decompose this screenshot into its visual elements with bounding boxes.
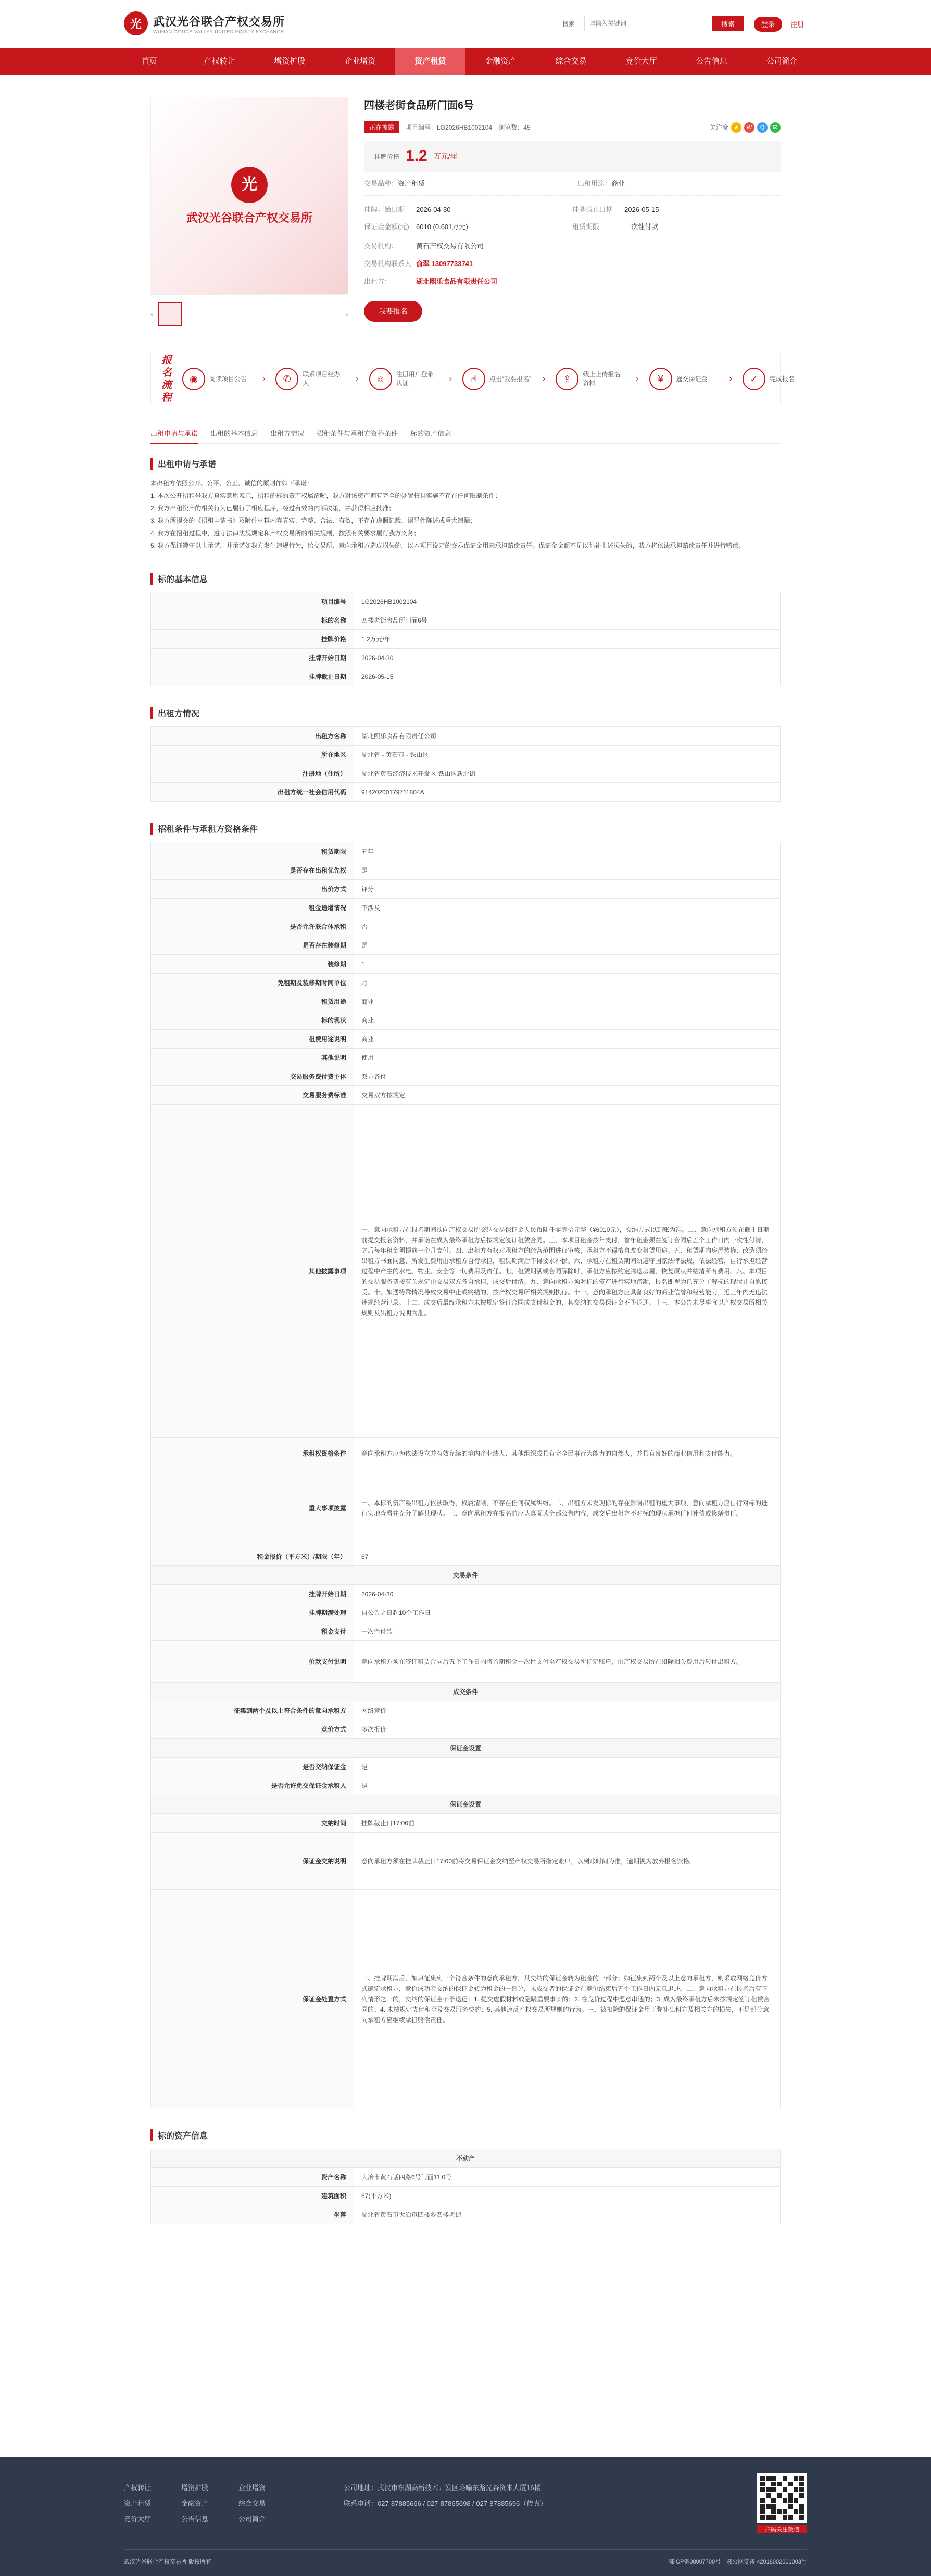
nav-item-lease[interactable]: 资产租赁 <box>395 48 466 75</box>
table-row <box>151 1720 781 1739</box>
asset-section <box>150 2129 781 2224</box>
subheader-label: 保证金设置 <box>151 1795 781 1814</box>
click-icon: ☝ <box>462 368 485 390</box>
row-key: 租赁用途 <box>151 992 354 1011</box>
table-subheader <box>151 2149 781 2168</box>
table-row <box>151 861 781 880</box>
row-value: 四楼老街食品所门面6号 <box>354 611 781 630</box>
table-row <box>151 1776 781 1795</box>
type-label: 交易品种： <box>364 180 398 187</box>
footer-links <box>124 2480 296 2527</box>
step-label: 注册用户登录认证 <box>396 371 434 387</box>
qr-caption: 扫码关注微信 <box>757 2525 807 2533</box>
row-key: 价款支付说明 <box>151 1641 354 1683</box>
table-row <box>151 1833 781 1890</box>
star-icon[interactable]: ★ <box>731 122 741 133</box>
row-value: 多次报价 <box>354 1720 781 1739</box>
row-key: 免租期及装修期时间单位 <box>151 974 354 992</box>
contact-label: 交易机构联系人 <box>364 260 412 268</box>
notice-paragraph: 本出租方依照公开、公平、公正、诚信的原则作如下承诺： <box>150 479 313 487</box>
table-row <box>151 1438 781 1469</box>
logo-mark: 光 <box>124 11 148 35</box>
table-row <box>151 1758 781 1776</box>
phone-icon: ✆ <box>275 368 298 390</box>
row-value: 意向承租方应为依法设立并有效存续的境内企业法人、其他组织或具有完全民事行为能力的自然人，并具有良好的商业信用和支付能力。 <box>354 1438 781 1469</box>
project-info <box>364 97 781 326</box>
price-value: 1.2 <box>406 147 427 165</box>
row-value: 一、意向承租方在报名期间须向产权交易所交纳交易保证金人民币陆仟零壹拾元整（¥6010元），交纳方式以到账为准。二、意向承租方须在截止日期前提交报名资料，并承诺在成为最终承租方后按规定签订租赁合同。三、本项目租金按年支付，首年租金须在签订合同后五个工作日内一次性付清，之后每年租金须提前一个月支付。四、出租方有权对承租方的经营范围进行审核，承租方不得擅自改变租赁用途。五、租赁期内房屋装修、改造须经出租方书面同意，所发生费用由承租方自行承担，租赁期满后不得要求补偿。六、承租方在租赁期间须遵守国家法律法规，依法经营，自行承担经营过程中产生的水电、物业、安全等一切费用及责任。七、租赁期满或合同解除时，承租方应按约定腾退房屋，恢复原状并结清所有费用。八、本项目的交易服务费按有关规定由交易双方各自承担，成交后付清。九、意向承租方须对标的资产进行实地踏勘，报名即视为已充分了解标的现状并自愿接受。十、如遇特殊情况导致交易中止或终结的，按产权交易所相关规则执行。十一、意向承租方应具备良好的商业信誉和经营能力，近三年内无违法违规经营记录。十二、成交后最终承租方未按规定签订合同或支付租金的，其交纳的交易保证金不予退还。十三、本公告未尽事宜以产权交易所相关规则及出租方说明为准。 <box>354 1105 781 1438</box>
table-row <box>151 992 781 1011</box>
tab-basic-info[interactable]: 出租的基本信息 <box>210 430 258 437</box>
row-key: 装修期 <box>151 955 354 974</box>
row-key: 所在地区 <box>151 746 354 764</box>
register-button[interactable]: 注册 <box>790 21 804 29</box>
type-value: 资产租赁 <box>398 180 425 187</box>
lessor-section <box>150 707 781 802</box>
row-key: 承租权资格条件 <box>151 1438 354 1469</box>
row-value: 1 <box>354 955 781 974</box>
row-key: 资产名称 <box>151 2168 354 2187</box>
row-key: 出租方名称 <box>151 727 354 746</box>
apply-button[interactable]: 我要报名 <box>364 301 422 322</box>
row-key: 挂牌开始日期 <box>151 1585 354 1603</box>
step-label: 完成报名 <box>769 375 795 383</box>
search-input[interactable] <box>584 16 709 31</box>
conditions-table <box>150 842 781 2108</box>
main-nav <box>0 48 931 75</box>
detail-tabs <box>150 423 781 444</box>
footer-link[interactable]: 企业增资 <box>238 2484 266 2492</box>
nav-item-auction[interactable]: 竞价大厅 <box>625 57 657 66</box>
site-name-en: WUHAN OPTICS VALLEY UNITED EQUITY EXCHANGE <box>153 29 284 34</box>
tab-conditions[interactable]: 招租条件与承租方资格条件 <box>317 430 398 437</box>
footer-bottom <box>124 2549 807 2566</box>
row-value: 是 <box>354 936 781 955</box>
start-value: 2026-04-30 <box>416 206 451 213</box>
login-button[interactable]: 登录 <box>754 17 782 32</box>
table-row <box>151 1049 781 1067</box>
row-value: 否 <box>354 917 781 936</box>
table-subheader <box>151 1739 781 1758</box>
row-key: 坐落 <box>151 2205 354 2224</box>
table-row <box>151 649 781 667</box>
watermark-logo: 光 <box>231 167 268 203</box>
section-title: 招租条件与承租方资格条件 <box>150 823 781 835</box>
watermark-text: 武汉光谷联合产权交易所 <box>186 211 312 224</box>
row-value: 评分 <box>354 880 781 899</box>
row-key: 租金支付 <box>151 1622 354 1641</box>
table-row <box>151 1603 781 1622</box>
asset-table <box>150 2149 781 2224</box>
table-row <box>151 630 781 649</box>
nav-item-notice[interactable]: 公告信息 <box>696 57 727 66</box>
table-row <box>151 746 781 764</box>
row-value: 2026-05-15 <box>354 667 781 686</box>
row-key: 标的名称 <box>151 611 354 630</box>
footer-link[interactable]: 公告信息 <box>181 2515 209 2523</box>
process-step <box>649 368 719 390</box>
project-image <box>150 97 348 295</box>
nav-item-home[interactable]: 首页 <box>141 57 157 66</box>
row-value: 不涉及 <box>354 899 781 917</box>
row-value: 91420200179711804A <box>354 783 781 802</box>
section-title: 标的基本信息 <box>150 573 781 585</box>
project-title: 四楼老街食品所门面6号 <box>364 100 474 111</box>
row-value: 湖北省黄石经济技术开发区 铁山区新北街 <box>354 764 781 783</box>
table-row <box>151 1814 781 1833</box>
row-key: 项目编号 <box>151 592 354 611</box>
nav-item-capital[interactable]: 增资扩股 <box>274 57 306 66</box>
nav-item-transfer[interactable]: 产权转让 <box>204 57 235 66</box>
table-row <box>151 880 781 899</box>
row-key: 是否存在装修期 <box>151 936 354 955</box>
section-title: 标的资产信息 <box>150 2129 781 2141</box>
row-value: 一、挂牌期满后，如只征集到一个符合条件的意向承租方，其交纳的保证金转为租金的一部分；如征集到两个及以上意向承租方，则采取网络竞价方式确定承租方，竞价成功者交纳的保证金转为租金的一部分，未成交者的保证金在竞价结束后五个工作日内无息退还。二、意向承租方在报名后有下列情形之一的，交纳的保证金不予退还：1. 提交虚假材料或隐瞒重要事实的；2. 在竞价过程中恶意串通的；3. 成为最终承租方后未按规定签订租赁合同的；4. 未按规定支付租金及交易服务费的；5. 其他违反产权交易所规则的行为。三、被扣除的保证金用于弥补出租方及相关方的损失，不足部分意向承租方应继续承担赔偿责任。 <box>354 1890 781 2108</box>
row-key: 保证金处置方式 <box>151 1890 354 2108</box>
process-step <box>275 368 345 390</box>
row-key: 出租方统一社会信用代码 <box>151 783 354 802</box>
qr-code-icon <box>757 2473 807 2523</box>
table-row <box>151 1105 781 1438</box>
status-badge: 正在披露 <box>364 121 399 133</box>
step-label: 线上上传报名资料 <box>583 371 621 387</box>
row-value: 商业 <box>354 1030 781 1049</box>
row-key: 是否允许免交保证金承租人 <box>151 1776 354 1795</box>
table-row <box>151 1067 781 1086</box>
arrow-icon: › <box>356 374 359 383</box>
row-value: 2026-04-30 <box>354 649 781 667</box>
table-row <box>151 727 781 746</box>
table-row <box>151 1011 781 1030</box>
period-label: 租赁期限 <box>572 223 600 231</box>
org-label: 交易机构： <box>364 242 398 250</box>
subheader-label: 交易条件 <box>151 1566 781 1585</box>
notice-paragraph: 2. 我方出租资产的相关行为已履行了相应程序，经过有效的内部决策，并获得相应批准； <box>150 504 395 512</box>
check-icon: ✓ <box>743 368 765 390</box>
footer-contact <box>344 2480 547 2511</box>
table-row <box>151 1890 781 2108</box>
row-value: 网络竞价 <box>354 1701 781 1720</box>
step-label: 联系项目经办人 <box>303 371 341 387</box>
lessor-value[interactable]: 湖北熙乐食品有限责任公司 <box>416 277 498 285</box>
row-key: 挂牌价格 <box>151 630 354 649</box>
process-step <box>556 368 625 390</box>
process-title: 报名流程 <box>161 355 172 403</box>
share-bar <box>710 122 781 133</box>
row-key: 租金报价（平方米）/期限（年） <box>151 1547 354 1566</box>
upload-icon: ⇪ <box>556 368 578 390</box>
row-value: 是 <box>354 1776 781 1795</box>
footer-link[interactable]: 产权转让 <box>124 2484 152 2492</box>
row-value: 是 <box>354 861 781 880</box>
table-row <box>151 1701 781 1720</box>
row-key: 挂牌截止日期 <box>151 667 354 686</box>
arrow-icon: › <box>542 374 546 383</box>
contact-value: 俞翠 13097733741 <box>416 260 473 268</box>
row-key: 注册地（住所） <box>151 764 354 783</box>
site-logo[interactable] <box>124 11 285 35</box>
row-value: 大冶市黄石话四路6号门面11.0号 <box>354 2168 781 2187</box>
table-row <box>151 1030 781 1049</box>
table-subheader <box>151 1683 781 1701</box>
wechat-icon[interactable]: ✉ <box>770 122 781 133</box>
views-label: 浏览数： <box>498 124 524 131</box>
process-step <box>743 368 812 390</box>
row-key: 保证金交纳说明 <box>151 1833 354 1890</box>
row-key: 其他说明 <box>151 1049 354 1067</box>
section-title: 出租申请与承诺 <box>150 458 781 470</box>
row-value: 湖北熙乐食品有限责任公司 <box>354 727 781 746</box>
project-code: LG2026HB1002104 <box>437 124 493 131</box>
start-label: 挂牌开始日期 <box>364 206 405 213</box>
listing-details <box>364 204 781 231</box>
conditions-section <box>150 823 781 2108</box>
site-name: 武汉光谷联合产权交易所 <box>153 15 285 28</box>
money-icon: ¥ <box>649 368 672 390</box>
process-bar <box>150 353 795 405</box>
notice-paragraph: 1. 本次公开招租是我方真实意愿表示，招租的标的资产权属清晰，我方对该资产拥有完全的处置权且实施不存在任何限制条件； <box>150 492 501 499</box>
row-key: 是否允许联合体承租 <box>151 917 354 936</box>
table-row <box>151 1547 781 1566</box>
row-value: LG2026HB1002104 <box>354 592 781 611</box>
end-value: 2026-05-15 <box>624 206 659 213</box>
image-gallery <box>150 97 348 326</box>
row-value: 交易双方按规定 <box>354 1086 781 1105</box>
row-key: 租赁期限 <box>151 842 354 861</box>
arrow-icon: › <box>636 374 639 383</box>
subheader-label: 保证金设置 <box>151 1739 781 1758</box>
basic-info-table <box>150 592 781 686</box>
footer-link[interactable]: 公司简介 <box>238 2515 266 2523</box>
user-icon: ☺ <box>369 368 392 390</box>
row-key: 租金递增情况 <box>151 899 354 917</box>
footer-address: 公司地址：武汉市东湖高新技术开发区珞喻东路光谷资本大厦16楼 <box>344 2484 541 2492</box>
row-key: 出价方式 <box>151 880 354 899</box>
notice-paragraph: 4. 我方在招租过程中，遵守法律法规规定和产权交易所的相关规则，按照有关要求履行我方义务； <box>150 529 420 537</box>
auth-buttons <box>754 17 807 32</box>
row-key: 征集到两个及以上符合条件的意向承租方 <box>151 1701 354 1720</box>
next-arrow-icon[interactable]: › <box>346 310 348 318</box>
subheader-label: 成交条件 <box>151 1683 781 1701</box>
row-value: 商业 <box>354 992 781 1011</box>
step-label: 点击“我要报名” <box>489 375 531 383</box>
row-key: 是否存在出租优先权 <box>151 861 354 880</box>
row-key: 挂牌期满处理 <box>151 1603 354 1622</box>
copyright: 武汉光谷联合产权交易所 版权所有 <box>124 2559 212 2565</box>
contact-info <box>364 237 781 291</box>
row-key: 竞价方式 <box>151 1720 354 1739</box>
arrow-icon: › <box>262 374 266 383</box>
row-value: 月 <box>354 974 781 992</box>
thumbnail[interactable] <box>158 302 182 326</box>
row-key: 是否交纳保证金 <box>151 1758 354 1776</box>
footer-phone: 联系电话：027-87885666 / 027-87865698 / 027-87885696（传真） <box>344 2499 547 2507</box>
footer-link[interactable]: 竞价大厅 <box>124 2515 152 2523</box>
row-key: 租赁用途说明 <box>151 1030 354 1049</box>
table-row <box>151 667 781 686</box>
site-footer <box>0 2457 931 2576</box>
weibo-icon[interactable]: W <box>744 122 754 133</box>
table-row <box>151 974 781 992</box>
step-label: 阅读项目公告 <box>209 375 247 383</box>
qq-icon[interactable]: Q <box>757 122 768 133</box>
row-value: 1.2万元/年 <box>354 630 781 649</box>
row-key: 标的现状 <box>151 1011 354 1030</box>
nav-item-comprehensive[interactable]: 综合交易 <box>555 57 587 66</box>
qr-code <box>757 2473 807 2533</box>
process-step <box>462 368 532 390</box>
lessor-table <box>150 726 781 802</box>
nav-item-enterprise[interactable]: 企业增资 <box>344 57 376 66</box>
period-value: 一次性付款 <box>624 223 659 231</box>
price-unit: 万元/年 <box>433 152 458 160</box>
row-value: 是 <box>354 1758 781 1776</box>
row-key: 交易服务费标准 <box>151 1086 354 1105</box>
table-row <box>151 955 781 974</box>
org-value: 黄石产权交易有限公司 <box>416 242 484 250</box>
row-key: 交纳时间 <box>151 1814 354 1833</box>
project-code-label: 项目编号： <box>406 124 437 131</box>
search-label: 搜索： <box>562 20 581 28</box>
table-row <box>151 1585 781 1603</box>
table-row <box>151 842 781 861</box>
deposit-value: 6010 (0.601万元) <box>416 223 468 231</box>
row-value: 一次性付款 <box>354 1622 781 1641</box>
footer-link[interactable]: 金融资产 <box>181 2499 209 2507</box>
price-box <box>364 141 781 172</box>
process-step <box>369 368 439 390</box>
row-value: 自公告之日起10个工作日 <box>354 1603 781 1622</box>
table-row <box>151 611 781 630</box>
row-key: 交易服务费付费主体 <box>151 1067 354 1086</box>
usage-label: 出租用途： <box>577 180 612 187</box>
views-count: 45 <box>523 124 531 131</box>
table-row <box>151 764 781 783</box>
footer-link[interactable]: 资产租赁 <box>124 2499 152 2507</box>
table-row <box>151 783 781 802</box>
tab-application[interactable]: 出租申请与承诺 <box>150 423 198 444</box>
table-row <box>151 2168 781 2187</box>
table-row <box>151 1086 781 1105</box>
row-value: 使用 <box>354 1049 781 1067</box>
row-value: 意向承租方须在挂牌截止日17:00前将交易保证金交纳至产权交易所指定账户，以到账时间为准，逾期视为放弃报名资格。 <box>354 1833 781 1890</box>
table-row <box>151 1469 781 1547</box>
row-value: 双方各付 <box>354 1067 781 1086</box>
row-value: 67(平方米) <box>354 2187 781 2205</box>
nav-item-finance[interactable]: 金融资产 <box>485 57 517 66</box>
table-row <box>151 899 781 917</box>
table-row <box>151 936 781 955</box>
row-value: 一、本标的资产系出租方依法取得，权属清晰，不存在任何权属纠纷。二、出租方未发现标的存在影响出租的重大事项，意向承租方应自行对标的进行实地查看并充分了解其现状。三、意向承租方在报名前应认真阅读全部公告内容，成交后出租方不对标的现状承担任何补偿或修缮责任。 <box>354 1469 781 1547</box>
end-label: 挂牌截止日期 <box>572 206 613 213</box>
footer-link[interactable]: 综合交易 <box>238 2499 266 2507</box>
row-value: 67 <box>354 1547 781 1566</box>
row-key: 其他披露事项 <box>151 1105 354 1438</box>
lessor-label: 出租方： <box>364 277 392 285</box>
table-row <box>151 1641 781 1683</box>
subheader-label: 不动产 <box>151 2149 781 2168</box>
nav-item-about[interactable]: 公司简介 <box>766 57 798 66</box>
basic-info-section <box>150 573 781 686</box>
table-row <box>151 1622 781 1641</box>
tab-lessor[interactable]: 出租方情况 <box>270 430 305 437</box>
arrow-icon: › <box>729 374 732 383</box>
table-row <box>151 917 781 936</box>
arrow-icon: › <box>449 374 452 383</box>
usage-value: 商业 <box>611 180 625 187</box>
prev-arrow-icon[interactable]: ‹ <box>150 310 153 318</box>
notice-paragraph: 5. 我方保证遵守以上承诺，并承诺如我方发生违规行为，给交易所、意向承租方造成损失的，以本项目设定的交易保证金用来承担赔偿责任。保证金金额不足以弥补上述损失的，我方将依法承担赔偿责任并进行赔偿。 <box>150 542 745 549</box>
top-header <box>0 0 931 48</box>
process-step <box>182 368 252 390</box>
table-subheader <box>151 1566 781 1585</box>
row-value: 2026-04-30 <box>354 1585 781 1603</box>
row-value: 五年 <box>354 842 781 861</box>
notice-section <box>150 458 781 552</box>
follow-label: 关注度 <box>709 124 728 131</box>
notice-paragraph: 3. 我方所提交的《招租申请书》及附件材料内容真实、完整、合法、有效，不存在虚假记载、误导性陈述或重大遗漏； <box>150 517 476 524</box>
table-row <box>151 2187 781 2205</box>
eye-icon: ◉ <box>182 368 205 390</box>
table-subheader <box>151 1795 781 1814</box>
row-key: 挂牌开始日期 <box>151 649 354 667</box>
row-key: 建筑面积 <box>151 2187 354 2205</box>
project-summary <box>130 97 801 326</box>
row-value: 挂牌截止日17:00前 <box>354 1814 781 1833</box>
table-row <box>151 2205 781 2224</box>
search-button[interactable]: 搜索 <box>712 16 744 31</box>
tab-asset[interactable]: 标的资产信息 <box>410 430 451 437</box>
search-bar <box>562 16 744 31</box>
row-key: 重大事项披露 <box>151 1469 354 1547</box>
content <box>130 97 801 2224</box>
price-label: 挂牌价格 <box>374 153 400 160</box>
step-label: 递交保证金 <box>676 375 708 383</box>
row-value: 湖北省 - 黄石市 - 铁山区 <box>354 746 781 764</box>
footer-link[interactable]: 增资扩股 <box>181 2484 209 2492</box>
row-value: 意向承租方须在签订租赁合同后五个工作日内将首期租金一次性支付至产权交易所指定账户，由产权交易所在扣除相关费用后转付出租方。 <box>354 1641 781 1683</box>
deposit-label: 保证金金额(元) <box>364 223 409 231</box>
row-value: 湖北省黄石市大冶市四楼乡四楼老街 <box>354 2205 781 2224</box>
police-number[interactable]: 鄂公网安备 42018002001003号 <box>726 2559 807 2565</box>
section-title: 出租方情况 <box>150 707 781 719</box>
table-row <box>151 592 781 611</box>
row-value: 商业 <box>354 1011 781 1030</box>
icp-number[interactable]: 鄂ICP备08007700号 <box>669 2559 721 2565</box>
